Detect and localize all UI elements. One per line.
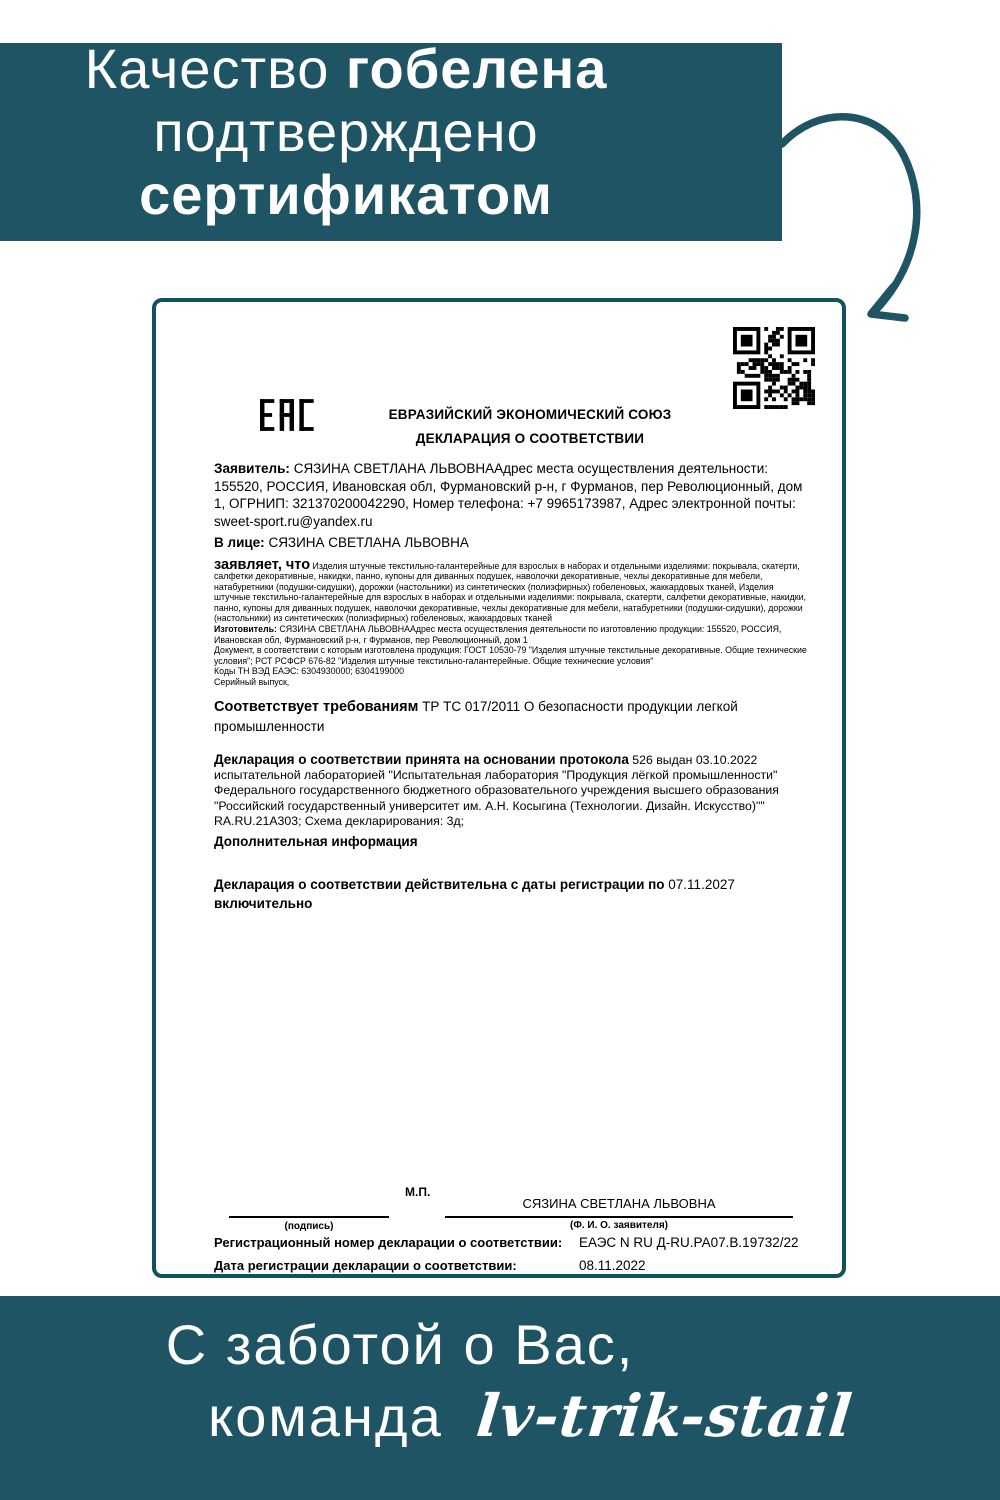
- union-title: ЕВРАЗИЙСКИЙ ЭКОНОМИЧЕСКИЙ СОЮЗ: [388, 407, 672, 422]
- gost-document-line: Документ, в соответствии с которым изготовлена продукция: ГОСТ 10530-79 "Изделия штучные текстильные декоративные. Общие технические условия"; РСТ РСФСР 676-82 "Изделия штучные текстильно-галантерейные. Общие технические условия": [214, 645, 807, 666]
- brand-logotype: lv-trik-stail: [473, 1382, 856, 1450]
- footer-line-1: С заботой о Вас,: [165, 1313, 635, 1376]
- qr-code-icon: [733, 327, 815, 409]
- protocol-paragraph: [214, 752, 810, 829]
- tnved-codes-line: Коды ТН ВЭД ЕАЭС: 6304930000; 6304199000: [214, 666, 405, 677]
- banner-word-quality: Качество: [84, 37, 346, 100]
- top-banner-text: [0, 37, 692, 226]
- signature-line: [229, 1216, 389, 1218]
- certificate-sheet: [152, 298, 846, 1278]
- declares-label: заявляет, что: [214, 556, 311, 573]
- manufacturer-text: СЯЗИНА СВЕТЛАНА ЛЬВОВНААдрес места осуществления деятельности по изготовлению продукции: 155520, РОССИЯ, Ивановская обл, Фурмановский р-н, г Фурманов, пер Революционный, дом 1: [214, 624, 782, 645]
- footer-word-team: команда: [208, 1385, 443, 1448]
- reg-date-value: 08.11.2022: [579, 1258, 646, 1273]
- reg-date-label: Дата регистрации декларации о соответствии:: [214, 1258, 517, 1273]
- declares-paragraph: [214, 556, 810, 625]
- top-banner: [0, 37, 782, 241]
- validity-suffix: включительно: [214, 896, 313, 912]
- banner-line-3: сертификатом: [139, 163, 553, 226]
- in-person-paragraph: [214, 534, 810, 552]
- stamp-label: М.П.: [405, 1185, 431, 1199]
- fio-line: [445, 1216, 793, 1218]
- declares-text: Изделия штучные текстильно-галантерейные для взрослых в наборах и отдельными изделиями: покрывала, скатерти, салфетки декоративные, накидки, панно, купоны для диванных подушек, наволочки декоративные, чехлы декоративные для мебели, натабуретники (подушки-сидушки), дорожки (настольники) из синтетических (полиэфирных) гобеленовых, жаккардовых тканей, Изделия штучные текстильно-галантерейные для взрослых в наборах и отдельными изделиями: покрывала, скатерти, салфетки декоративные, накидки, панно, купоны для диванных подушек, наволочки декоративные, чехлы декоративные для мебели, натабуретники (подушки-сидушки), дорожки (настольники) из синтетических (полиэфирных) гобеленовых, жаккардовых тканей: [214, 560, 806, 624]
- in-person-label: В лице:: [214, 535, 265, 550]
- protocol-label: Декларация о соответствии принята на основании протокола: [214, 751, 629, 767]
- in-person-value: СЯЗИНА СВЕТЛАНА ЛЬВОВНА: [264, 535, 469, 550]
- applicant-label: Заявитель:: [214, 461, 290, 476]
- manufacturer-paragraph: [214, 624, 810, 645]
- applicant-text: СЯЗИНА СВЕТЛАНА ЛЬВОВНААдрес места осуществления деятельности: 155520, РОССИЯ, Ивановская обл, Фурмановский р-н, г Фурманов, пер Революционный, дом 1, ОГРНИП: 321370200042290, Номер телефона: +7 9965173987, Адрес электронной почты: sweet-sport.ru@yandex.ru: [214, 461, 803, 529]
- signer-name: СЯЗИНА СВЕТЛАНА ЛЬВОВНА: [522, 1196, 716, 1211]
- banner-line-2: подтверждено: [153, 100, 539, 163]
- certificate-body: [214, 460, 810, 913]
- additional-info-label: Дополнительная информация: [214, 834, 418, 850]
- banner-word-tapestry: гобелена: [345, 37, 608, 100]
- signature-caption: (подпись): [284, 1221, 334, 1232]
- manufacturer-label: Изготовитель:: [214, 624, 277, 635]
- validity-date: 07.11.2027: [664, 877, 735, 893]
- declaration-title: ДЕКЛАРАЦИЯ О СООТВЕТСТВИИ: [415, 431, 645, 446]
- certificate-headings: [214, 407, 846, 446]
- protocol-text: 526 выдан 03.10.2022 испытательной лабораторией "Испытательная лаборатория "Продукция лёгкой промышленности" Федерального государственного бюджетного образовательного учреждения высшего образования "Российский государственный университет им. А.Н. Косыгина (Технологии. Дизайн. Искусство)"" RA.RU.21А303; Схема декларирования: 3д;: [214, 752, 779, 828]
- bottom-banner: [0, 1296, 1000, 1500]
- complies-label: Соответствует требованиям: [214, 698, 419, 715]
- fio-caption: (Ф. И. О. заявителя): [569, 1220, 668, 1231]
- complies-value: ТР ТС 017/2011 О безопасности продукции легкой промышленности: [214, 698, 738, 734]
- reg-number-label: Регистрационный номер декларации о соответствии:: [214, 1235, 563, 1250]
- footer-line-2: [150, 1382, 910, 1450]
- banner-line-1: [0, 37, 692, 100]
- reg-number-value: ЕАЭС N RU Д-RU.РА07.В.19732/22: [579, 1235, 799, 1250]
- applicant-paragraph: [214, 460, 810, 530]
- complies-paragraph: [214, 697, 810, 736]
- validity-paragraph: [214, 875, 810, 913]
- serial-issue-line: Серийный выпуск,: [214, 677, 290, 688]
- validity-label: Декларация о соответствии действительна с даты регистрации по: [214, 877, 665, 893]
